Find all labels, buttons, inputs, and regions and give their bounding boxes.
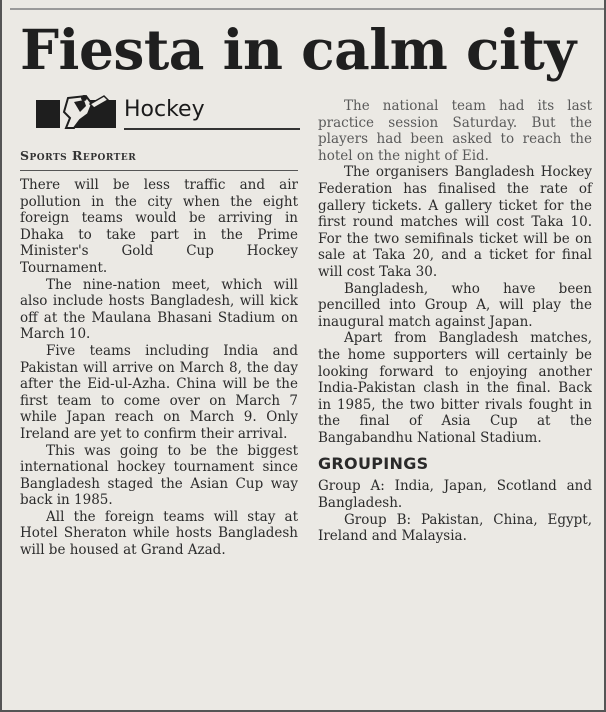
group-a: Group A: India, Japan, Scotland and Bangladesh. xyxy=(318,478,592,512)
paragraph: This was going to be the biggest international hockey tournament since Bangladesh staged the Asian Cup way back in 1985. xyxy=(20,442,298,509)
paragraph: The nine-nation meet, which will also include hosts Bangladesh, will kick off at the Maulana Bhasani Stadium on March 10. xyxy=(20,276,298,343)
top-rule xyxy=(10,8,604,10)
paragraph: Five teams including India and Pakistan will arrive on March 8, the day after the Eid-ul-Azha. China will be the first team to come over on March 7 while Japan reach on March 9. Only Ireland are yet to confirm their arrival. xyxy=(20,342,298,442)
byline-rule xyxy=(20,170,298,171)
paragraph: The organisers Bangladesh Hockey Federation has finalised the rate of gallery tickets. A gallery ticket for the first round matches will cost Taka 10. For the two semifinals ticket will be on sale at Taka 20, and a ticket for final will cost Taka 30. xyxy=(318,164,592,280)
paragraph: Apart from Bangladesh matches, the home supporters will certainly be looking forward to enjoying another India-Pakistan clash in the final. Back in 1985, the two bitter rivals fought in the final of Asia Cup at the Bangabandhu National Stadium. xyxy=(318,330,592,446)
right-column xyxy=(318,98,592,545)
paragraph: All the foreign teams will stay at Hotel Sheraton while hosts Bangladesh will be housed at Grand Azad. xyxy=(20,508,298,559)
group-b: Group B: Pakistan, China, Egypt, Ireland and Malaysia. xyxy=(318,511,592,545)
paragraph: Bangladesh, who have been pencilled into Group A, will play the inaugural match against Japan. xyxy=(318,280,592,330)
paragraph: The national team had its last practice session Saturday. But the players had been asked to reach the hotel on the night of Eid. xyxy=(318,98,592,164)
section-rule xyxy=(124,128,300,130)
headline: Fiesta in calm city xyxy=(20,17,576,82)
hockey-player-icon xyxy=(30,94,120,130)
section-label: Hockey xyxy=(124,97,205,122)
groupings-heading: GROUPINGS xyxy=(318,454,429,474)
paragraph: There will be less traffic and air pollution in the city when the eight foreign teams would be arriving in Dhaka to take part in the Prime Minister's Gold Cup Hockey Tournament. xyxy=(20,177,298,276)
left-column xyxy=(20,92,298,559)
section-tag xyxy=(20,92,298,134)
byline: Sports Reporter xyxy=(20,148,137,163)
